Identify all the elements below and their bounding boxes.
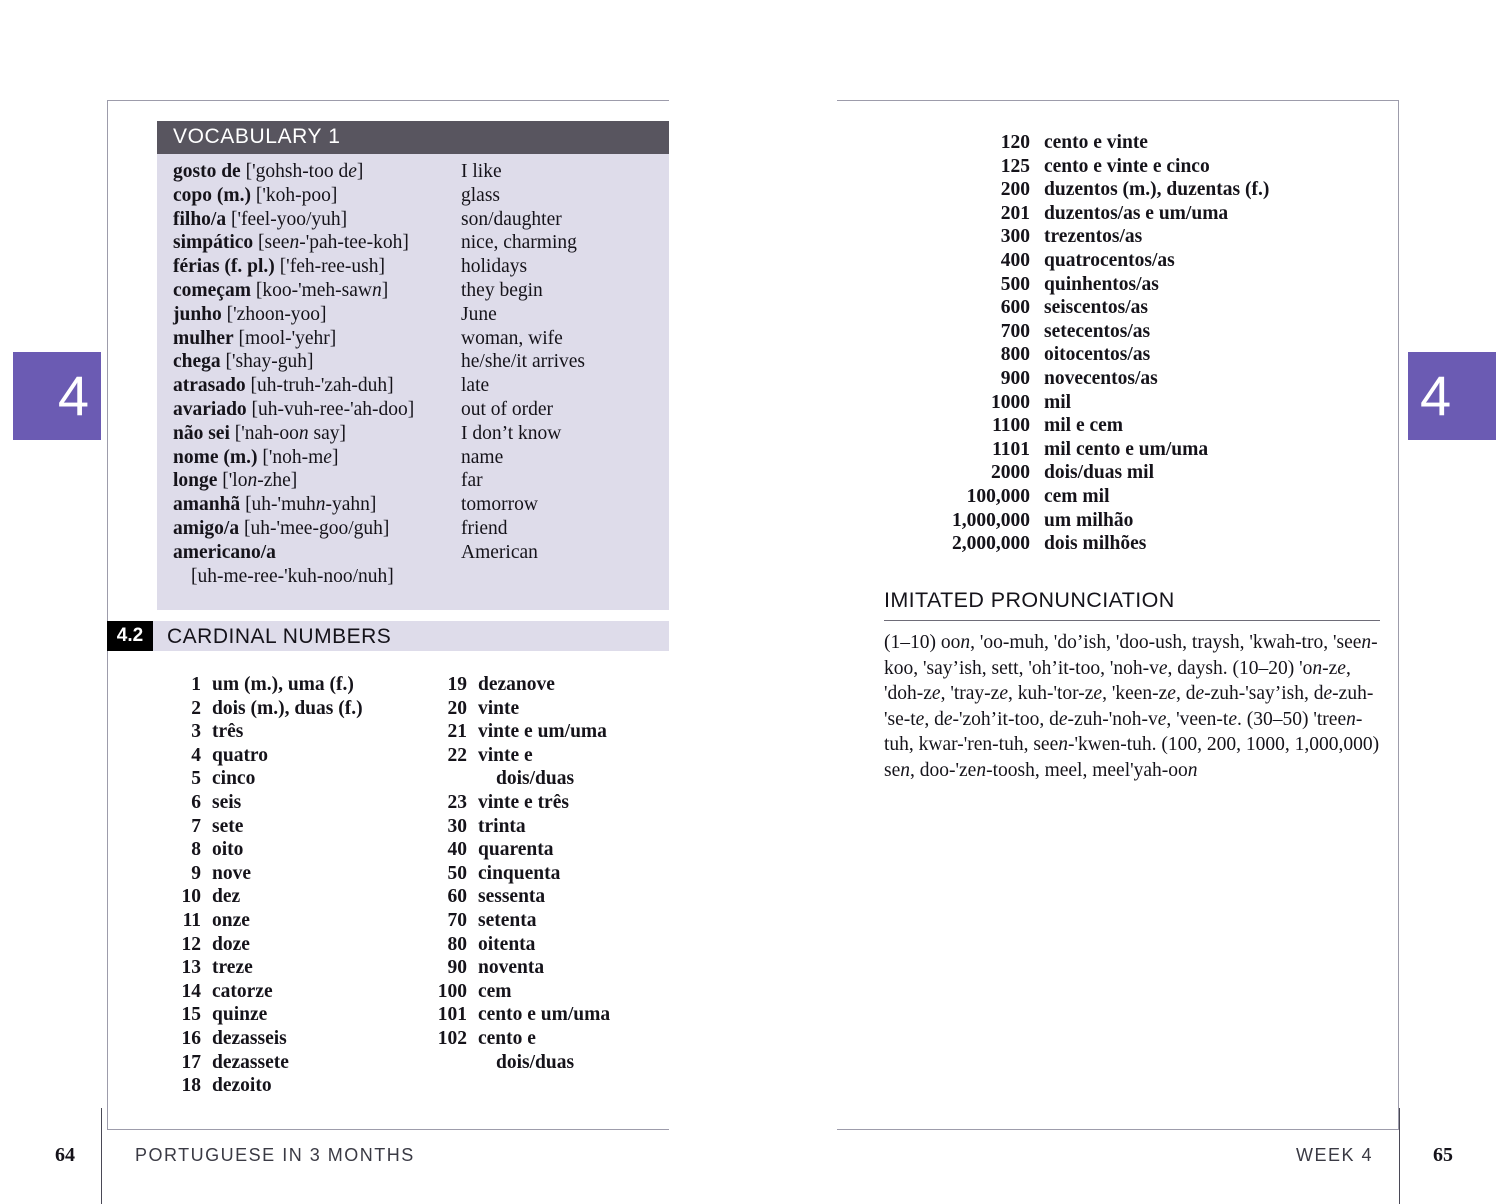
cardinal-number-row [423,815,677,839]
vocabulary-entry [173,493,669,517]
vocabulary-gloss: I don’t know [461,422,562,444]
number-word: vinte [478,697,520,719]
large-number-row [877,461,1377,485]
cardinal-numbers-column-2 [423,673,677,1098]
vocabulary-term: amigo/a [uh-'mee-goo/guh] [173,517,390,539]
number-key: 5 [191,768,201,790]
vocabulary-term: filho/a ['feel-yoo/yuh] [173,208,348,230]
number-word: duzentos/as e um/uma [1044,202,1229,224]
number-key: 23 [447,791,467,813]
footer-right [1296,1141,1453,1169]
cardinal-number-row [157,838,423,862]
cardinal-number-row [423,767,677,791]
vocabulary-entry [173,541,669,565]
vocabulary-continuation: [uh-me-ree-'kuh-noo/nuh] [191,565,394,587]
number-key: 1100 [992,415,1030,437]
large-number-row [877,225,1377,249]
cardinal-number-row [157,885,423,909]
cardinal-number-row [157,862,423,886]
cardinal-number-row [157,791,423,815]
imitated-pronunciation-body: (1–10) oon, 'oo-muh, 'do’ish, 'doo-ush, traysh, 'kwah-tro, 'seen-koo, 'say’ish, sett, 'oh’it-too, 'noh-ve, daysh. (10–20) 'on-ze, 'doh-ze, 'tray-ze, kuh-'tor-ze, 'keen-ze, de-zuh-'say’ish, de-zuh-'se-te, de-'zoh’it-too, de-zuh-'noh-ve, 'veen-te. (30–50) 'treen-tuh, kwar-'ren-tuh, seen-'kwen-tuh. (100, 200, 1000, 1,000,000) sen, doo-'zen-toosh, meel, meel'yah-oon [884,632,1380,781]
vocabulary-entry [173,517,669,541]
number-key: 100,000 [966,485,1030,507]
vocabulary-gloss: friend [461,517,508,539]
number-word: seis [212,791,242,813]
cardinal-numbers-columns [157,673,677,1098]
cardinal-number-row [157,767,423,791]
number-word: novecentos/as [1044,367,1158,389]
number-word: dez [212,886,241,908]
number-key: 120 [1000,132,1030,153]
vocabulary-gloss: June [461,303,497,325]
large-number-row [877,155,1377,179]
large-numbers-list [877,131,1377,556]
number-word: cinco [212,768,256,790]
number-key: 800 [1000,344,1030,366]
cardinal-number-row [157,673,423,697]
cardinal-number-row [423,1027,677,1051]
number-word: um (m.), uma (f.) [212,674,354,695]
vocabulary-term: gosto de ['gohsh-too de] [173,161,364,182]
vocabulary-entry [173,446,669,470]
vocabulary-term: chega ['shay-guh] [173,351,314,373]
vocabulary-gloss: holidays [461,256,528,278]
footer-left [55,1141,415,1169]
cardinal-number-row [157,744,423,768]
number-key: 102 [437,1027,467,1049]
vocabulary-entry [173,255,669,279]
number-word: treze [212,957,253,979]
number-key: 200 [1000,179,1030,201]
vocabulary-gloss: out of order [461,398,554,420]
vocabulary-term: copo (m.) ['koh-poo] [173,184,338,206]
number-key: 900 [1000,367,1030,389]
vocabulary-term: longe ['lon-zhe] [173,470,298,492]
page-number-left: 64 [55,1143,75,1166]
number-key: 20 [447,697,467,719]
number-word: onze [212,909,250,931]
number-word: seiscentos/as [1044,297,1148,319]
vocabulary-entry [173,469,669,493]
vocabulary-term: não sei ['nah-oon say] [173,422,347,444]
number-key: 1000 [991,391,1030,413]
cardinal-number-row [423,862,677,886]
cardinal-number-row [157,697,423,721]
vocabulary-entry [173,303,669,327]
section-number-badge: 4.2 [107,621,153,651]
vocabulary-term: começam [koo-'meh-sawn] [173,279,389,301]
vocabulary-gloss: late [461,375,490,397]
number-key: 15 [181,1004,201,1026]
cardinal-number-row [157,1074,423,1098]
number-word: vinte e [478,744,533,766]
number-word: setecentos/as [1044,320,1151,342]
number-key: 90 [447,957,467,979]
imitated-pronunciation-section [884,588,1380,784]
cardinal-number-row [157,815,423,839]
number-key: 2000 [991,462,1030,484]
number-key: 13 [181,957,201,979]
vocabulary-gloss: they begin [461,279,543,301]
large-number-row [877,414,1377,438]
number-key: 2,000,000 [952,533,1030,555]
cardinal-number-row [423,720,677,744]
number-key: 70 [447,909,467,931]
cardinal-number-row [157,956,423,980]
number-word: oitocentos/as [1044,344,1151,366]
number-word: mil e cem [1044,415,1124,437]
number-word: dezanove [478,674,555,695]
number-key: 3 [191,721,201,743]
vocabulary-term: junho ['zhoon-yoo] [173,303,327,325]
number-key: 300 [1000,226,1030,248]
cardinal-number-row [423,673,677,697]
vocabulary-gloss: son/daughter [461,208,562,230]
number-key: 16 [181,1027,201,1049]
number-word: noventa [478,957,545,979]
number-key: 1 [191,674,201,695]
number-word: dezoito [212,1075,272,1097]
number-key: 9 [191,862,201,884]
number-word: cento e um/uma [478,1004,611,1026]
number-key: 500 [1000,273,1030,295]
large-number-row [877,202,1377,226]
number-key: 7 [191,815,201,837]
number-key: 12 [181,933,201,955]
number-key: 50 [447,862,467,884]
large-number-row [877,178,1377,202]
number-word: quarenta [478,839,554,861]
large-number-row [877,367,1377,391]
number-word: quinhentos/as [1044,273,1159,295]
vocabulary-term: férias (f. pl.) ['feh-ree-ush] [173,256,385,278]
number-word: cinquenta [478,862,561,884]
number-key: 400 [1000,249,1030,271]
number-key: 4 [191,744,201,766]
vocabulary-gloss: I like [461,161,502,182]
large-number-row [877,273,1377,297]
number-word: trinta [478,815,526,837]
vocabulary-term: nome (m.) ['noh-me] [173,446,339,468]
number-key: 11 [182,909,201,931]
vocabulary-gloss: name [461,446,504,468]
number-key: 22 [447,744,467,766]
number-word: dois (m.), duas (f.) [212,697,363,719]
vocabulary-entry [173,374,669,398]
large-number-row [877,509,1377,533]
vocabulary-entry [173,231,669,255]
number-key: 21 [447,721,467,743]
number-key: 600 [1000,297,1030,319]
number-word: dois milhões [1044,533,1147,555]
vocabulary-list [157,154,669,610]
number-word: oitenta [478,933,536,955]
vocabulary-gloss: American [461,541,538,563]
number-word: dois/duas [496,1051,575,1073]
cardinal-number-row [423,956,677,980]
number-word: cem [478,980,512,1002]
number-word: dezasseis [212,1027,287,1049]
number-key: 10 [181,886,201,908]
number-word: cento e vinte e cinco [1044,155,1210,177]
large-number-row [877,131,1377,155]
number-key: 80 [447,933,467,955]
number-word: vinte e três [478,791,569,813]
vocabulary-box [157,121,669,610]
number-key: 14 [181,980,201,1002]
number-word: trezentos/as [1044,226,1143,248]
cardinal-number-row [157,720,423,744]
cardinal-number-row [157,933,423,957]
vocabulary-entry [173,398,669,422]
vocabulary-gloss: he/she/it arrives [461,351,585,373]
cardinal-number-row [157,1027,423,1051]
number-key: 30 [447,815,467,837]
number-key: 101 [437,1004,467,1026]
number-key: 40 [447,839,467,861]
cardinal-number-row [423,744,677,768]
vocabulary-entry [173,184,669,208]
number-word: oito [212,839,244,861]
large-number-row [877,532,1377,556]
large-number-row [877,320,1377,344]
vocabulary-term: americano/a [173,541,276,563]
number-key: 2 [191,697,201,719]
vocabulary-gloss: tomorrow [461,494,538,516]
vocabulary-term: mulher [mool-'yehr] [173,327,337,349]
vocabulary-entry [173,350,669,374]
cardinal-number-row [423,1051,677,1075]
number-word: quatrocentos/as [1044,249,1175,271]
cardinal-number-row [423,1003,677,1027]
number-word: dois/duas [496,768,575,790]
number-word: sessenta [478,886,546,908]
large-number-row [877,391,1377,415]
vocabulary-entry [173,422,669,446]
number-key: 1101 [992,438,1030,460]
number-key: 60 [447,886,467,908]
number-word: nove [212,862,251,884]
cardinal-numbers-column-1 [157,673,423,1098]
number-word: doze [212,933,250,955]
number-key: 125 [1000,155,1030,177]
cardinal-number-row [423,885,677,909]
vocabulary-term: amanhã [uh-'muhn-yahn] [173,494,377,516]
vocabulary-entry [173,327,669,351]
number-key: 1,000,000 [952,509,1030,531]
vocabulary-entry [173,279,669,303]
number-key: 18 [181,1075,201,1097]
vocabulary-term: simpático [seen-'pah-tee-koh] [173,232,409,254]
number-key: 100 [437,980,467,1002]
number-word: um milhão [1044,509,1134,531]
number-key: 6 [191,791,201,813]
number-word: dois/duas mil [1044,462,1155,484]
page-number-right: 65 [1433,1143,1454,1166]
number-word: quinze [212,1004,268,1026]
vocabulary-term: avariado [uh-vuh-ree-'ah-doo] [173,398,415,420]
section-heading-cardinal-numbers [107,621,669,651]
number-word: catorze [212,980,273,1002]
number-word: cento e [478,1027,536,1049]
cardinal-number-row [423,909,677,933]
large-number-row [877,296,1377,320]
cardinal-number-row [423,933,677,957]
number-key: 700 [1000,320,1030,342]
cardinal-number-row [157,980,423,1004]
number-word: cem mil [1044,485,1110,507]
number-word: duzentos (m.), duzentas (f.) [1044,179,1270,201]
large-number-row [877,485,1377,509]
vocabulary-term: atrasado [uh-truh-'zah-duh] [173,375,394,397]
number-key: 19 [447,674,467,695]
running-head-right: WEEK 4 [1296,1144,1374,1165]
cardinal-number-row [423,838,677,862]
number-word: mil cento e um/uma [1044,438,1209,460]
cardinal-number-row [157,909,423,933]
cardinal-number-row [423,697,677,721]
number-key: 201 [1000,202,1030,224]
running-head-left: PORTUGUESE IN 3 MONTHS [135,1144,415,1165]
cardinal-number-row [157,1051,423,1075]
vocabulary-gloss: nice, charming [461,232,577,254]
large-number-row [877,249,1377,273]
vocabulary-header: VOCABULARY 1 [157,121,669,154]
large-number-row [877,343,1377,367]
chapter-tab-left: 4 [13,352,101,440]
cardinal-number-row [423,791,677,815]
imitated-pronunciation-title: IMITATED PRONUNCIATION [884,588,1175,612]
vocabulary-gloss: woman, wife [461,327,563,349]
number-word: quatro [212,744,268,766]
number-word: três [212,721,244,743]
cardinal-number-row [423,980,677,1004]
number-word: setenta [478,909,537,931]
horizontal-rule [884,620,1380,621]
section-title: CARDINAL NUMBERS [167,625,392,648]
number-word: cento e vinte [1044,132,1148,153]
number-word: dezassete [212,1051,289,1073]
vocabulary-gloss: far [461,470,483,492]
vocabulary-gloss: glass [461,184,500,206]
cardinal-number-row [157,1003,423,1027]
number-word: mil [1044,391,1072,413]
vocabulary-entry [173,160,669,184]
number-word: vinte e um/uma [478,721,607,743]
chapter-tab-right: 4 [1408,352,1496,440]
large-number-row [877,438,1377,462]
number-key: 17 [181,1051,201,1073]
number-word: sete [212,815,244,837]
number-key: 8 [191,839,201,861]
vocabulary-entry [173,208,669,232]
